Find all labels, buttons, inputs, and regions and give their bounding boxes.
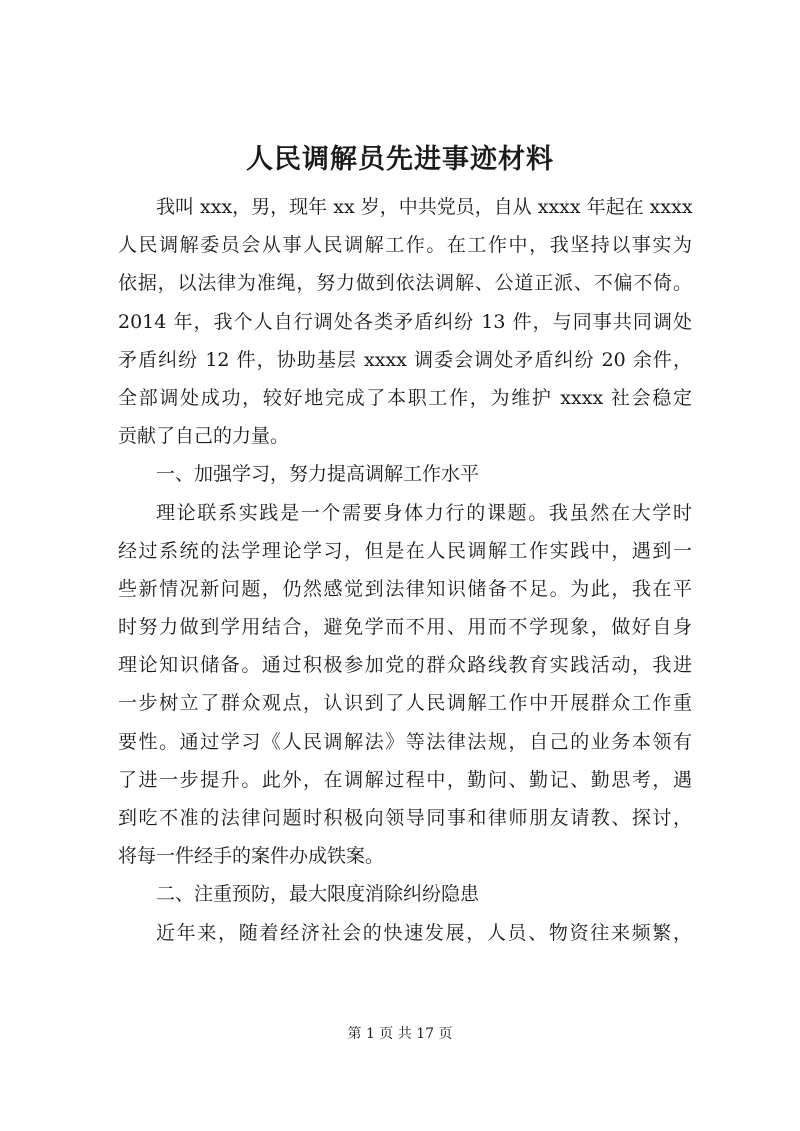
document-body xyxy=(118,188,692,952)
paragraph-line: 经过系统的法学理论学习，但是在人民调解工作实践中，遇到一 xyxy=(118,539,692,562)
paragraph-line: 一步树立了群众观点，认识到了人民调解工作中开展群众工作重 xyxy=(118,692,692,715)
paragraph-line: 理论联系实践是一个需要身体力行的课题。我虽然在大学时 xyxy=(156,501,692,524)
page-footer: 第 1 页 共 17 页 xyxy=(347,1026,453,1042)
paragraph-line: 依据，以法律为准绳，努力做到依法调解、公道正派、不偏不倚。 xyxy=(118,272,692,295)
paragraph-line: 时努力做到学用结合，避免学而不用、用而不学现象，做好自身 xyxy=(118,616,692,639)
paragraph-line: 贡献了自己的力量。 xyxy=(118,425,290,448)
paragraph-line: 些新情况新问题，仍然感觉到法律知识储备不足。为此，我在平 xyxy=(118,577,692,600)
paragraph-line: 我叫 xxx，男，现年 xx 岁，中共党员，自从 xxxx 年起在 xxxx xyxy=(156,196,693,218)
paragraph-line: 一、加强学习，努力提高调解工作水平 xyxy=(156,463,480,486)
paragraph-line: 将每一件经手的案件办成铁案。 xyxy=(118,845,385,868)
paragraph-line: 到吃不准的法律问题时积极向领导同事和律师朋友请教、探讨， xyxy=(118,807,692,829)
paragraph-line: 了进一步提升。此外，在调解过程中，勤问、勤记、勤思考，遇 xyxy=(118,768,692,791)
paragraph-line: 近年来，随着经济社会的快速发展，人员、物资往来频繁， xyxy=(156,921,692,944)
document-title: 人民调解员先进事迹材料 xyxy=(246,144,554,175)
paragraph-line: 矛盾纠纷 12 件，协助基层 xxxx 调委会调处矛盾纠纷 20 余件， xyxy=(118,348,692,371)
paragraph-line: 人民调解委员会从事人民调解工作。在工作中，我坚持以事实为 xyxy=(118,234,692,257)
paragraph-line: 二、注重预防，最大限度消除纠纷隐患 xyxy=(156,883,480,906)
paragraph-line: 要性。通过学习《人民调解法》等法律法规，自己的业务本领有 xyxy=(118,730,692,753)
paragraph-line: 2014 年，我个人自行调处各类矛盾纠纷 13 件，与同事共同调处 xyxy=(118,310,692,333)
paragraph-line: 全部调处成功，较好地完成了本职工作，为维护 xxxx 社会稳定 xyxy=(118,386,692,409)
paragraph-line: 理论知识储备。通过积极参加党的群众路线教育实践活动，我进 xyxy=(118,654,692,677)
